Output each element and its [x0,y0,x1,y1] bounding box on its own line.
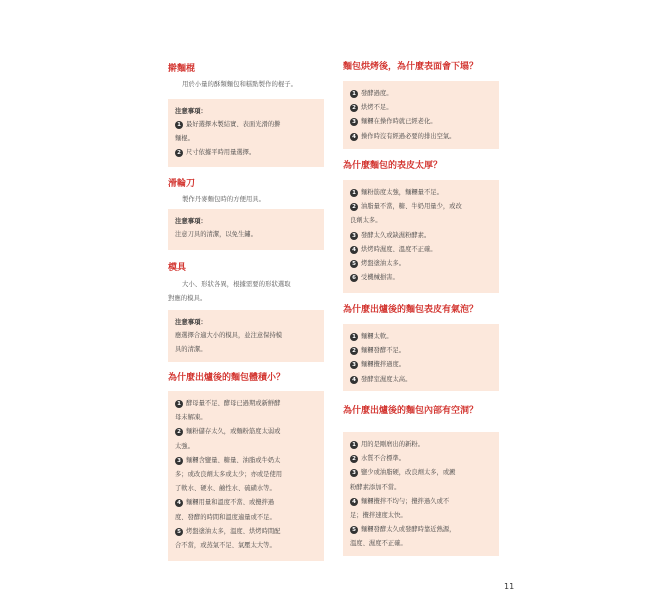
pizza-cutter-note-box [168,209,324,250]
rolling-pin-note-box [168,99,324,167]
thick-crust-box: 1 麵粉筋度太強，麵糰量不足。 2 油脂量不當，糖、牛奶用量少，或改 良劑太多。 3 發酵太久或缺濕粉酵素。 4 烘烤時濕度、溫度不正確。 5 烤盤塗油太多。 6 受機械損害。 [343,180,499,293]
number-5-icon: 5 [350,526,358,534]
bubbles-heading: 為什麼出爐後的麵包表皮有氣泡？ [343,305,479,315]
cause-item: 5 烤盤塗油太多。 [350,257,493,271]
number-2-icon: 2 [350,104,358,112]
mold-heading: 模具 [168,263,187,273]
mold-note-box [168,310,324,362]
cause-item: 3 鹽少或油脂硬，改良劑太多，或澱 [350,466,493,480]
number-4-icon: 4 [175,499,183,507]
small-volume-heading: 為什麼出爐後的麵包體積小？ [168,373,286,383]
number-5-icon: 5 [175,528,183,536]
rolling-pin-heading: 擀麵棍 [168,64,196,74]
number-1-icon: 1 [175,400,183,408]
cause-item: 3 麵糰在操作時就已經老化。 [350,115,493,129]
cause-item: 2 烘烤不足。 [350,101,493,115]
cause-item: 4 發酵室濕度太高。 [350,373,493,387]
hollow-box: 1 用的是剛磨出的新粉。 2 水質不合標準。 3 鹽少或油脂硬，改良劑太多，或澱 粉酵素添加不當。 4 麵糰攪拌不均勻；攪拌過久或不 足；攪拌速度太快。 5 麵糰發酵太久或發酵時靠近熱源， 溫度、濕度不正確。 [343,432,499,556]
number-3-icon: 3 [350,361,358,369]
collapse-box [343,81,499,149]
number-4-icon: 4 [350,498,358,506]
small-volume-box: 1 酵母量不足、酵母已過期或新鮮酵 母未解凍。 2 麵粉儲存太久，或麵粉筋度太弱或 太強。 3 麵糰含鹽量、糖量、油脂或牛奶太 多；或改良劑太多或太少；亦或是使用 了軟水、硬水、鹼性水、硫磺水等。 4 麵糰用量和溫度不當、或攪拌過 度、發酵的時間和溫度適量或不足。 5 烤盤塗油太多，溫度、烘烤時間配 合不當，或蒸氣不足、氣壓太大等。 [168,391,324,561]
note-item: 1 最好選擇木製結實、表面光滑的擀 [175,118,318,132]
note-item-cont: 麵棍。 [175,135,194,143]
number-1-icon: 1 [350,441,358,449]
cause-item: 2 油脂量不當，糖、牛奶用量少，或改 [350,200,493,214]
page-number: 11 [504,582,515,591]
note-title: 注意事項： [175,318,207,326]
note-text: 應選擇合適大小的模具，並注意保持模 [175,332,283,339]
number-2-icon: 2 [175,149,183,157]
pizza-cutter-heading: 滑輪刀 [168,179,196,189]
number-3-icon: 3 [175,457,183,465]
number-3-icon: 3 [350,232,358,240]
cause-item: 2 水質不合標準。 [350,452,493,466]
cause-item: 3 發酵太久或缺濕粉酵素。 [350,229,493,243]
cause-item: 1 酵母量不足、酵母已過期或新鮮酵 [175,397,318,411]
note-text: 具的清潔。 [175,346,207,354]
note-text: 注意刀具的清潔，以免生鏽。 [175,231,257,238]
cause-item: 6 受機械損害。 [350,271,493,285]
cause-item: 4 麵糰用量和溫度不當、或攪拌過 [175,496,318,510]
hollow-heading: 為什麼出爐後的麵包內部有空洞？ [343,406,479,416]
cause-item: 3 麵糰含鹽量、糖量、油脂或牛奶太 [175,454,318,468]
collapse-heading: 麵包烘烤後，為什麼表面會下塌？ [343,62,479,72]
number-1-icon: 1 [350,90,358,98]
number-1-icon: 1 [175,121,183,129]
cause-item: 3 麵糰攪拌過度。 [350,358,493,372]
bubbles-box [343,324,499,391]
number-2-icon: 2 [350,347,358,355]
number-3-icon: 3 [350,118,358,126]
cause-item: 4 麵糰攪拌不均勻；攪拌過久或不 [350,495,493,509]
cause-item: 1 發酵過度。 [350,87,493,101]
cause-item: 2 麵糰發酵不足。 [350,344,493,358]
cause-item: 1 麵糰太軟。 [350,330,493,344]
cause-item: 2 麵粉儲存太久，或麵粉筋度太弱或 [175,425,318,439]
note-item: 2 尺寸依據平時用量選擇。 [175,146,318,160]
number-2-icon: 2 [350,203,358,211]
number-1-icon: 1 [350,189,358,197]
note-title: 注意事項： [175,217,207,225]
cause-item: 4 操作時沒有經過必要的排出空氣。 [350,130,493,144]
cause-item: 1 麵粉筋度太強，麵糰量不足。 [350,186,493,200]
thick-crust-heading: 為什麼麵包的表皮太厚？ [343,161,443,171]
pizza-cutter-description: 製作丹麥麵包時的方便用具。 [182,195,266,203]
number-4-icon: 4 [350,376,358,384]
number-3-icon: 3 [350,469,358,477]
mold-description: 大小、形狀各異，根據需要的形狀選取 對應的模具。 [168,280,291,302]
number-6-icon: 6 [350,274,358,282]
cause-item: 5 麵糰發酵太久或發酵時靠近熱源， [350,523,493,537]
number-2-icon: 2 [350,455,358,463]
rolling-pin-description: 用於小量的酥類麵包和糕點製作的棍子。 [182,80,298,88]
cause-item: 1 用的是剛磨出的新粉。 [350,438,493,452]
number-4-icon: 4 [350,246,358,254]
number-1-icon: 1 [350,333,358,341]
note-title: 注意事項： [175,107,207,115]
number-5-icon: 5 [350,260,358,268]
cause-item: 5 烤盤塗油太多，溫度、烘烤時間配 [175,525,318,539]
number-2-icon: 2 [175,428,183,436]
cause-item: 4 烘烤時濕度、溫度不正確。 [350,243,493,257]
number-4-icon: 4 [350,133,358,141]
